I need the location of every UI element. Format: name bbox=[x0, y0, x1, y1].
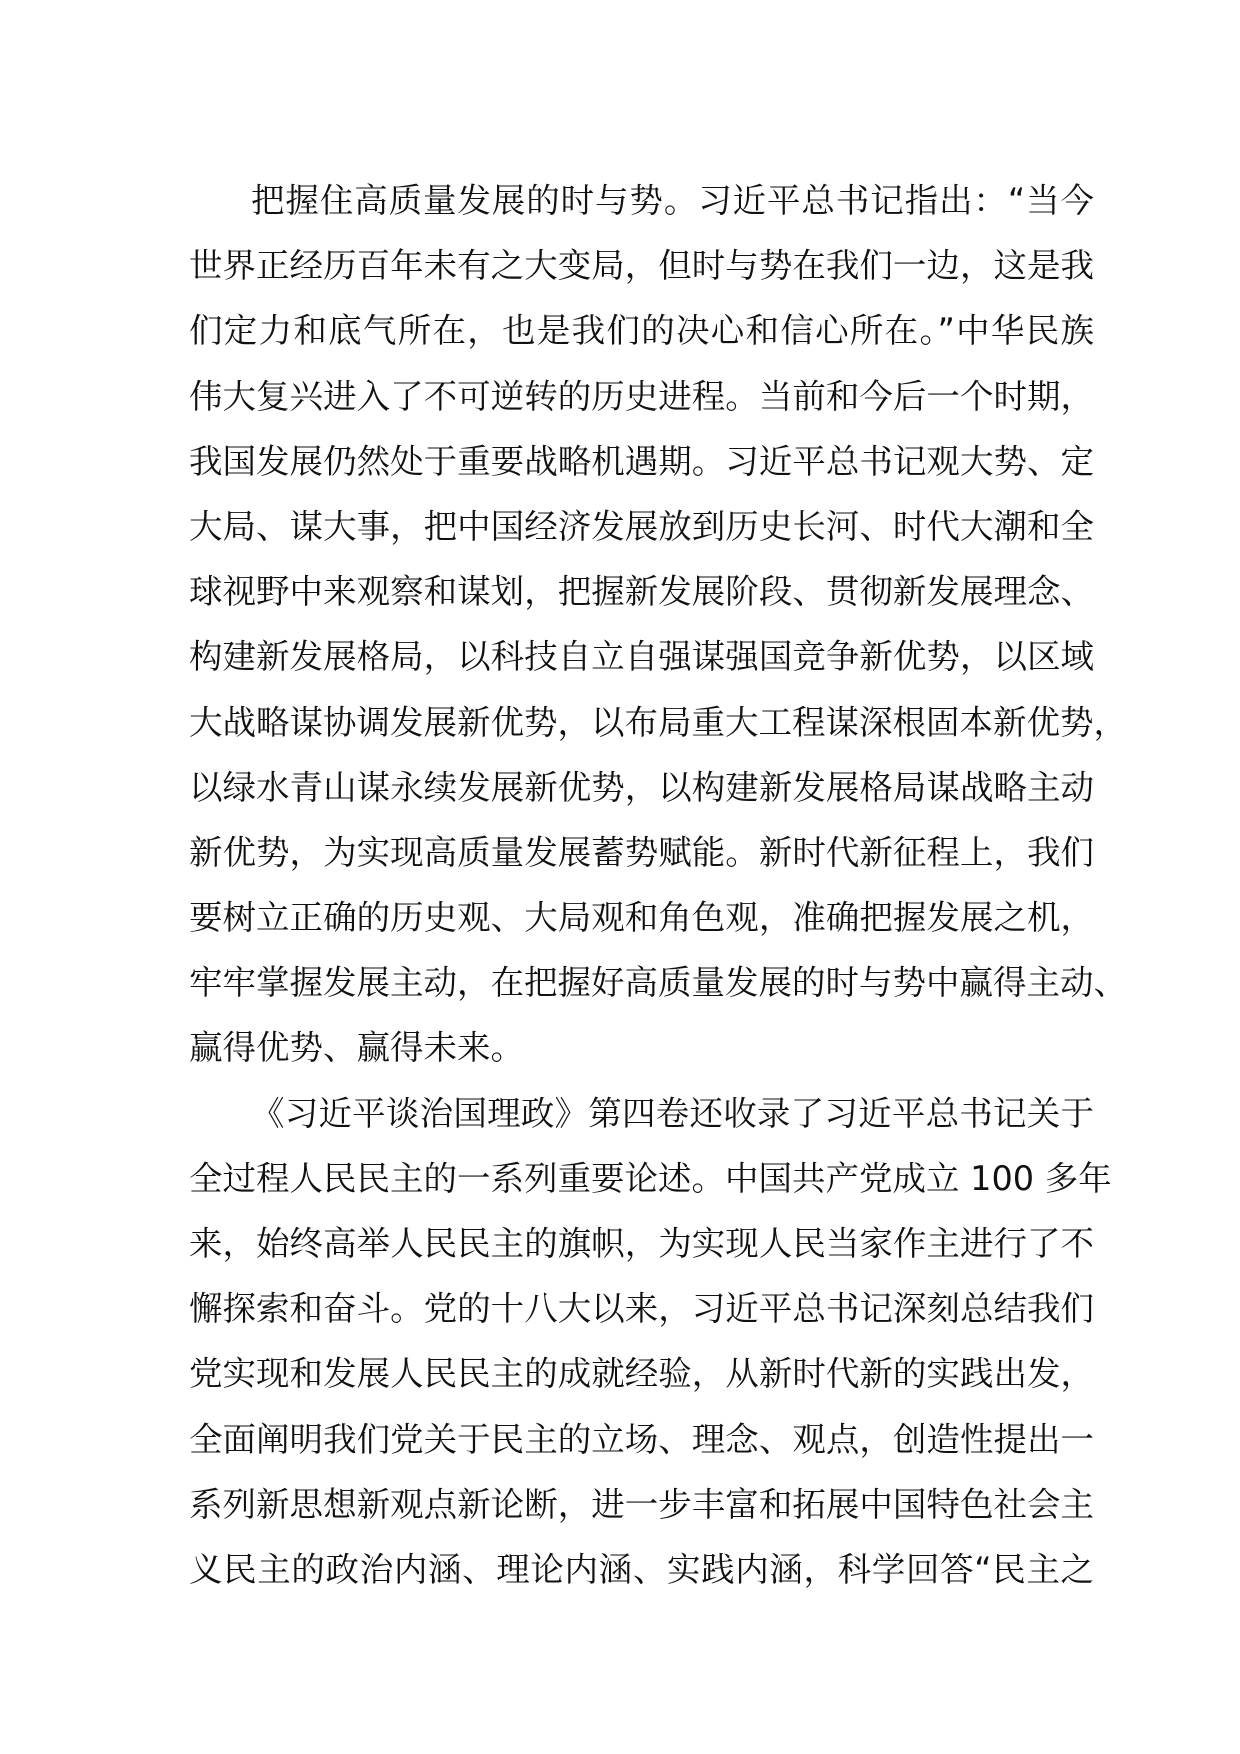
paragraph-2-line-8: 义民主的政治内涵、理论内涵、实践内涵，科学回答“民主之 bbox=[189, 1549, 1094, 1589]
paragraph-1-line-8: 构建新发展格局，以科技自立自强谋强国竞争新优势，以区域 bbox=[189, 637, 1094, 677]
paragraph-1-line-14: 赢得优势、赢得未来。 bbox=[189, 1028, 524, 1068]
paragraph-1-line-11: 新优势，为实现高质量发展蓄势赋能。新时代新征程上，我们 bbox=[189, 832, 1094, 872]
paragraph-1-line-6: 大局、谋大事，把中国经济发展放到历史长河、时代大潮和全 bbox=[189, 506, 1094, 546]
paragraph-1-line-10: 以绿水青山谋永续发展新优势，以构建新发展格局谋战略主动 bbox=[189, 767, 1094, 807]
paragraph-1-line-3: 们定力和底气所在，也是我们的决心和信心所在。”中华民族 bbox=[189, 311, 1094, 351]
paragraph-2-line-7: 系列新思想新观点新论断，进一步丰富和拓展中国特色社会主 bbox=[189, 1484, 1094, 1524]
paragraph-2-line-6: 全面阐明我们党关于民主的立场、理念、观点，创造性提出一 bbox=[189, 1419, 1094, 1459]
paragraph-1-line-7: 球视野中来观察和谋划，把握新发展阶段、贯彻新发展理念、 bbox=[189, 572, 1094, 612]
paragraph-2-line-3: 来，始终高举人民民主的旗帜，为实现人民当家作主进行了不 bbox=[189, 1224, 1094, 1263]
paragraph-1-line-1: 把握住高质量发展的时与势。习近平总书记指出：“当今 bbox=[251, 181, 1094, 220]
paragraph-1-line-13: 牢牢掌握发展主动，在把握好高质量发展的时与势中赢得主动、 bbox=[189, 963, 1127, 1003]
paragraph-1-line-2: 世界正经历百年未有之大变局，但时与势在我们一边，这是我 bbox=[189, 246, 1094, 286]
paragraph-2-line-5: 党实现和发展人民民主的成就经验，从新时代新的实践出发， bbox=[189, 1354, 1094, 1394]
paragraph-2-line-4: 懈探索和奋斗。党的十八大以来，习近平总书记深刻总结我们 bbox=[189, 1289, 1094, 1329]
paragraph-1-line-12: 要树立正确的历史观、大局观和角色观，准确把握发展之机， bbox=[189, 898, 1094, 938]
document-body bbox=[189, 168, 1127, 1602]
paragraph-2-line-2: 全过程人民民主的一系列重要论述。中国共产党成立 100 多年 bbox=[189, 1158, 1112, 1198]
paragraph-2-line-1: 《习近平谈治国理政》第四卷还收录了习近平总书记关于 bbox=[251, 1093, 1094, 1133]
paragraph-1-line-4: 伟大复兴进入了不可逆转的历史进程。当前和今后一个时期， bbox=[189, 376, 1094, 416]
paragraph-1-line-9: 大战略谋协调发展新优势，以布局重大工程谋深根固本新优势， bbox=[189, 702, 1127, 742]
paragraph-1-line-5: 我国发展仍然处于重要战略机遇期。习近平总书记观大势、定 bbox=[189, 441, 1094, 481]
